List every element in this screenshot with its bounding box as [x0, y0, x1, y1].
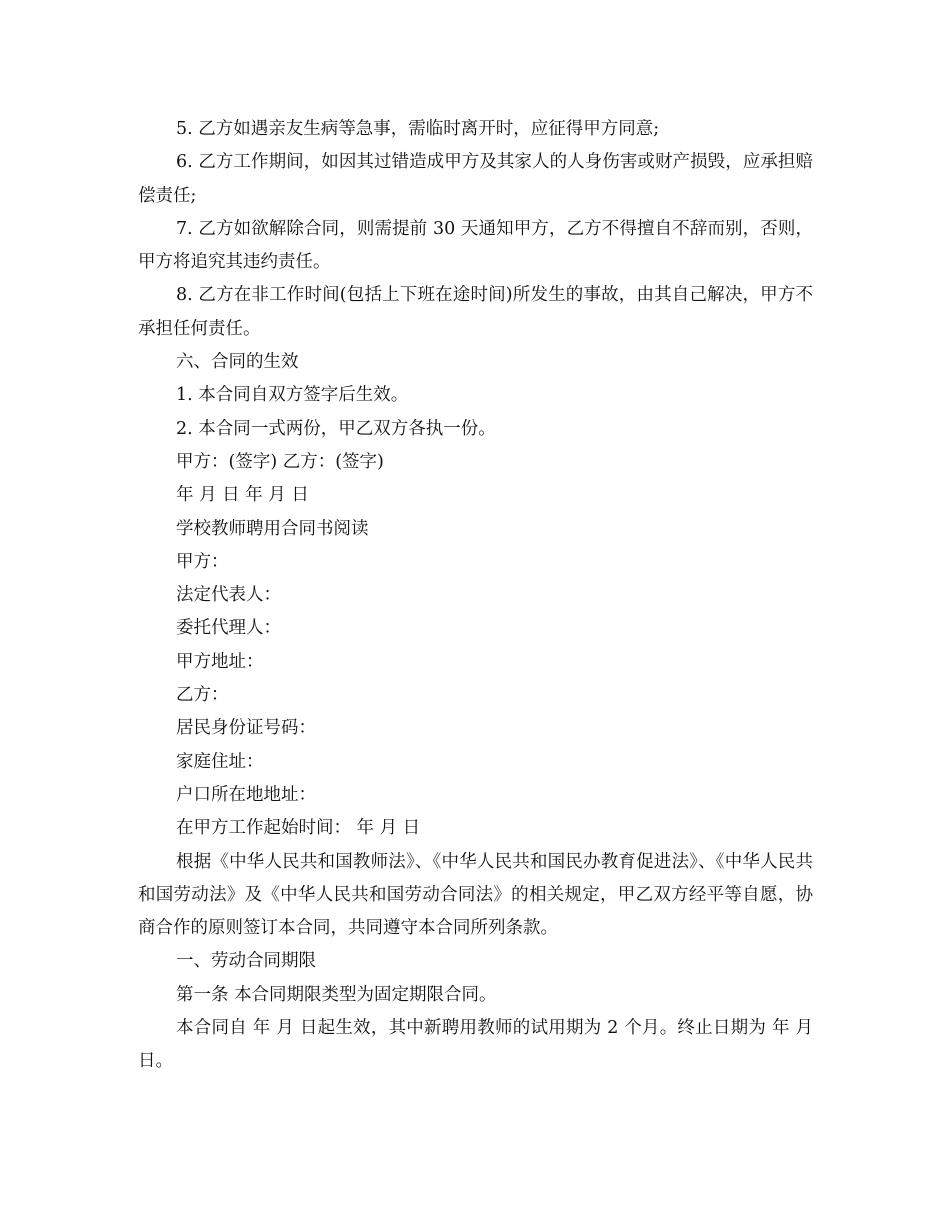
- signature-line: 甲方：(签字) 乙方：(签字): [176, 451, 384, 472]
- contract-title: 学校教师聘用合同书阅读: [176, 518, 369, 539]
- authorized-agent-label: 委托代理人：: [176, 618, 281, 639]
- date-line: 年 月 日 年 月 日: [176, 485, 309, 506]
- clause-7: 7. 乙方如欲解除合同，则需提前 30 天通知甲方，乙方不得擅自不辞而别，否则，甲方将追究其违约责任。: [138, 218, 813, 273]
- effect-item-2: 2. 本合同一式两份，甲乙双方各执一份。: [176, 418, 496, 439]
- legal-basis-paragraph: 根据《中华人民共和国教师法》、《中华人民共和国民办教育促进法》、《中华人民共和国劳动法》及《中华人民共和国劳动合同法》的相关规定，甲乙双方经平等自愿，协商合作的原则签订本合同，共同遵守本合同所列条款。: [138, 851, 813, 939]
- legal-representative-label: 法定代表人：: [176, 585, 281, 606]
- document-page: [138, 113, 813, 1079]
- start-date-label: 在甲方工作起始时间： 年 月 日: [176, 818, 421, 839]
- article-1: 第一条 本合同期限类型为固定期限合同。: [176, 984, 497, 1005]
- party-a-label: 甲方：: [176, 551, 229, 572]
- id-number-label: 居民身份证号码：: [176, 718, 316, 739]
- clause-6: 6. 乙方工作期间，如因其过错造成甲方及其家人的人身伤害或财产损毁，应承担赔偿责任;: [138, 152, 813, 206]
- clause-5: 5. 乙方如遇亲友生病等急事，需临时离开时，应征得甲方同意;: [176, 119, 660, 139]
- household-address-label: 户口所在地地址：: [176, 784, 316, 805]
- party-b-label: 乙方：: [176, 685, 229, 706]
- home-address-label: 家庭住址：: [176, 751, 264, 772]
- section-heading-effectiveness: 六、合同的生效: [176, 352, 299, 373]
- effect-item-1: 1. 本合同自双方签字后生效。: [176, 385, 409, 406]
- section-heading-term: 一、劳动合同期限: [176, 951, 316, 972]
- term-paragraph: 本合同自 年 月 日起生效，其中新聘用教师的试用期为 2 个月。终止日期为 年 月 日。: [138, 1018, 813, 1072]
- clause-8: 8. 乙方在非工作时间(包括上下班在途时间)所发生的事故，由其自己解决，甲方不承担任何责任。: [138, 285, 813, 339]
- party-a-address-label: 甲方地址：: [176, 651, 264, 672]
